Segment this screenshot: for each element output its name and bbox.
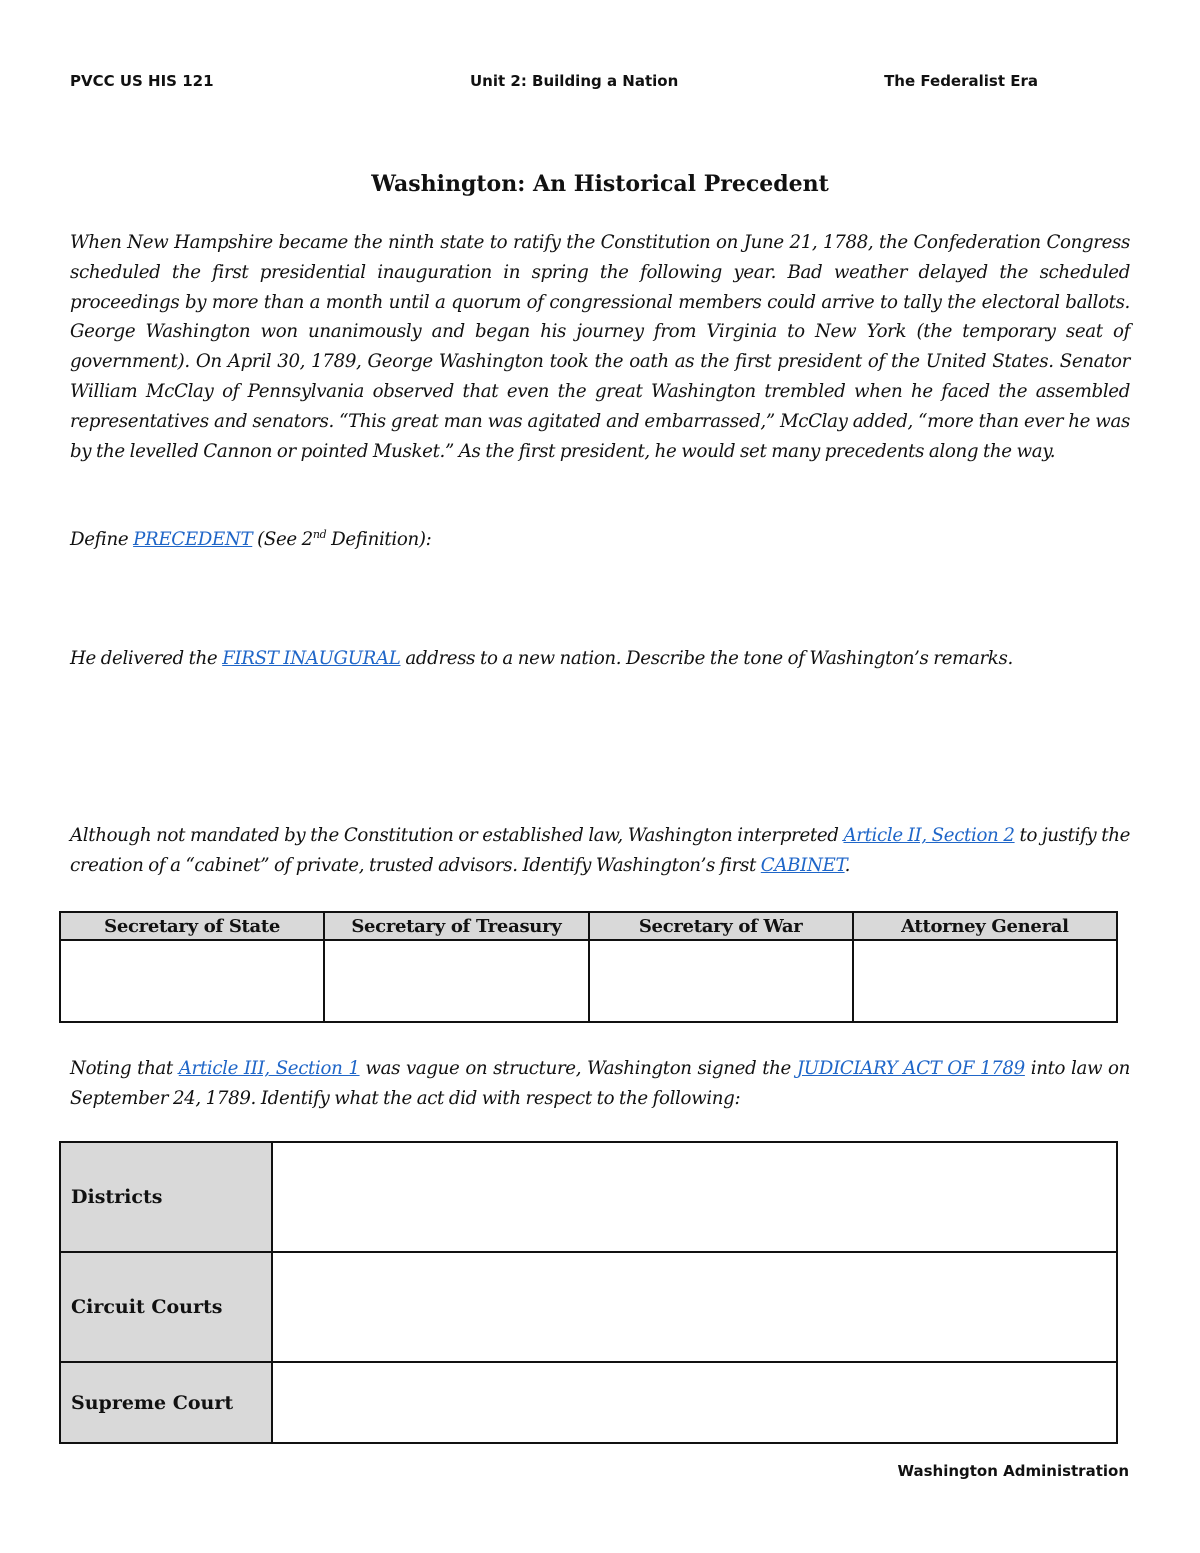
- question-text: Define: [70, 529, 134, 550]
- answer-cell-secretary-of-treasury[interactable]: [324, 940, 588, 1022]
- first-inaugural-link[interactable]: FIRST INAUGURAL: [222, 648, 401, 669]
- question-text: Noting that: [70, 1058, 179, 1079]
- cabinet-table: [59, 911, 1118, 1023]
- answer-cell-attorney-general[interactable]: [853, 940, 1117, 1022]
- precedent-link[interactable]: PRECEDENT: [133, 529, 253, 550]
- article-iii-link[interactable]: Article III, Section 1: [178, 1058, 360, 1079]
- section-title: The Federalist Era: [884, 72, 1038, 90]
- row-label-supreme-court: Supreme Court: [60, 1362, 272, 1443]
- table-row: [60, 1142, 1117, 1252]
- answer-cell-districts[interactable]: [272, 1142, 1117, 1252]
- question-text: .: [844, 854, 851, 876]
- question-text: to justify the creation of a “cabinet” of private, trusted advisors. Identify Washington’s first: [70, 825, 1130, 876]
- intro-paragraph: When New Hampshire became the ninth state to ratify the Constitution on June 21, 1788, the Confederation Congress scheduled the first presidential inauguration in spring the following year. Bad weather delayed the scheduled proceedings by more than a month until a quorum of congressional members could arrive to tally the electoral ballots. George Washington won unanimously and began his journey from Virginia to New York (the temporary seat of government). On April 30, 1789, George Washington took the oath as the first president of the United States. Senator William McClay of Pennsylvania observed that even the great Washington trembled when he faced the assembled representatives and senators. “This great man was agitated and embarrassed,” McClay added, “more than ever he was by the levelled Cannon or pointed Musket.” As the first president, he would set many precedents along the way.: [70, 232, 1130, 462]
- page-title: Washington: An Historical Precedent: [371, 171, 829, 197]
- unit-title: Unit 2: Building a Nation: [470, 72, 679, 90]
- article-ii-link[interactable]: Article II, Section 2: [843, 825, 1015, 846]
- header-attorney-general: Attorney General: [853, 912, 1117, 940]
- judiciary-table: [59, 1141, 1118, 1444]
- page-footer: Washington Administration: [897, 1462, 1129, 1480]
- answer-cell-secretary-of-war[interactable]: [589, 940, 853, 1022]
- header-secretary-of-state: Secretary of State: [60, 912, 324, 940]
- cabinet-link[interactable]: CABINET: [760, 854, 845, 876]
- question-text: (See 2: [252, 529, 313, 550]
- cabinet-header-row: [60, 912, 1117, 940]
- question-text: was vague on structure, Washington signed the: [359, 1058, 797, 1079]
- course-code: PVCC US HIS 121: [70, 72, 214, 90]
- question-precedent: [70, 525, 1130, 555]
- question-judiciary: [70, 1054, 1130, 1114]
- row-label-circuit-courts: Circuit Courts: [60, 1252, 272, 1362]
- answer-cell-supreme-court[interactable]: [272, 1362, 1117, 1443]
- question-text: into law on September 24, 1789. Identify what the act did with respect to the following:: [70, 1058, 1131, 1109]
- judiciary-act-link[interactable]: JUDICIARY ACT OF 1789: [796, 1058, 1025, 1079]
- table-row: [60, 1362, 1117, 1443]
- question-inaugural: [70, 644, 1130, 674]
- header-secretary-of-war: Secretary of War: [589, 912, 853, 940]
- page-header: [70, 72, 1130, 96]
- question-text: He delivered the: [70, 648, 223, 669]
- question-text: Although not mandated by the Constitution or established law, Washington interpreted: [70, 825, 844, 846]
- ordinal-suffix: nd: [312, 527, 327, 541]
- question-text: address to a new nation. Describe the tone of Washington’s remarks.: [400, 648, 1013, 669]
- answer-cell-circuit-courts[interactable]: [272, 1252, 1117, 1362]
- question-text: Definition):: [326, 529, 432, 550]
- cabinet-answer-row: [60, 940, 1117, 1022]
- answer-cell-secretary-of-state[interactable]: [60, 940, 324, 1022]
- table-row: [60, 1252, 1117, 1362]
- header-secretary-of-treasury: Secretary of Treasury: [324, 912, 588, 940]
- row-label-districts: Districts: [60, 1142, 272, 1252]
- question-cabinet: [70, 821, 1130, 881]
